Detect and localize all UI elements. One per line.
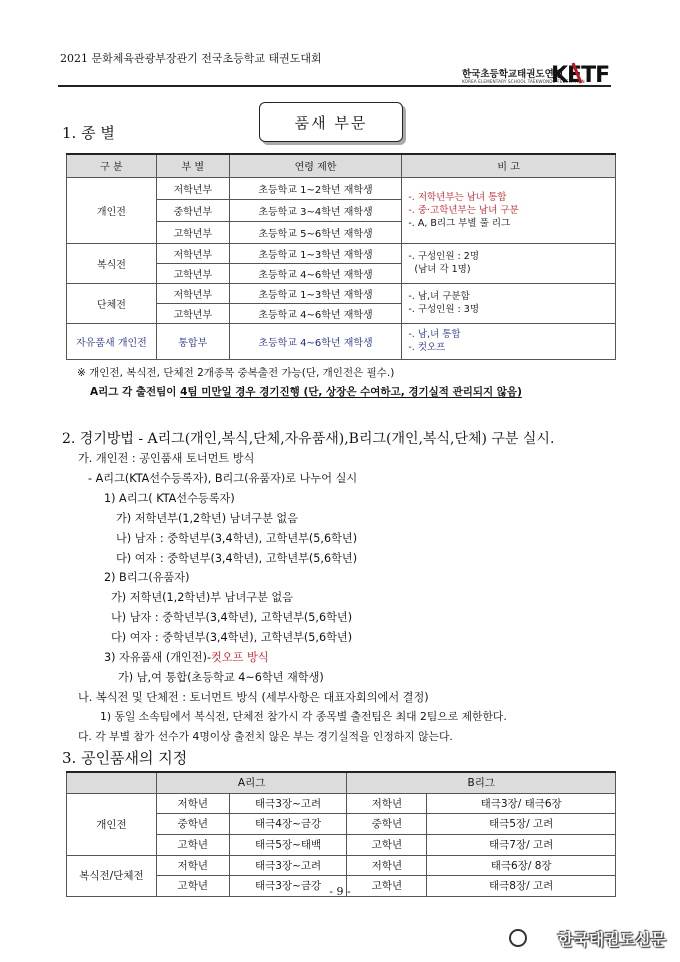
section1-heading: 1. 종 별 [62,124,115,142]
poomsae-cell: 태극4장~금강 [229,813,347,834]
rule-line: 다) 여자 : 중학년부(3,4학년), 고학년부(5,6학년) [116,552,358,565]
age-cell: 초등학교 1~2학년 재학생 [229,177,402,199]
poomsae-cell: 태극3장/ 태극6장 [427,793,616,813]
category-table [66,153,616,360]
rule-line: 2) B리그(유품자) [104,571,190,584]
note-line: -. 남,녀 구분함 [408,291,470,302]
grade-cell: 중학년 [156,813,229,834]
team-notes [402,283,616,323]
age-cell: 초등학교 4~6학년 재학생 [229,263,402,283]
poomsae-cell: 태극5장/ 고려 [427,813,616,834]
col-header-age: 연령 제한 [229,154,402,177]
rule-line: 나. 복식전 및 단체전 : 토너먼트 방식 (세부사항은 대표자회의에서 결정) [78,691,429,704]
grade-cell: 저학년 [156,793,229,813]
grade-cell: 저학년 [347,855,427,875]
rule-line: 나) 남자 : 중학년부(3,4학년), 고학년부(5,6학년) [111,611,353,624]
division-cell: 고학년부 [156,221,229,243]
federation-name: 한국초등학교태권도연맹 [462,69,563,80]
ketf-logo-text: KETF [551,63,610,85]
footnote-a-league [90,384,522,399]
footnote-duplicate-entry: ※ 개인전, 복식전, 단체전 2개종목 중복출전 가능(단, 개인전은 필수.) [77,367,395,379]
age-cell: 초등학교 1~3학년 재학생 [229,243,402,263]
rule-line: 가) 남,여 통합(초등학교 4~6학년 재학생) [118,671,324,684]
document-header-title: 2021 문화체육관광부장관기 전국초등학교 태권도대회 [60,52,322,65]
col-header-league-b: B리그 [347,772,616,793]
division-cell: 고학년부 [156,303,229,323]
page-title: 품새 부문 [294,113,368,132]
grade-cell: 저학년 [347,793,427,813]
division-cell: 고학년부 [156,263,229,283]
division-cell: 중학년부 [156,199,229,221]
ketf-logo [551,61,611,85]
rule-line: 가) 저학년부(1,2학년) 남녀구분 없음 [116,512,299,525]
col-header-division: 부 별 [156,154,229,177]
individual-notes [402,177,616,243]
col-header-category: 구 분 [67,154,157,177]
freestyle-method [104,649,269,665]
division-cell: 저학년부 [156,177,229,199]
watermark-logo-icon [509,929,527,947]
corner-cell [67,772,157,793]
age-cell: 초등학교 4~6학년 재학생 [229,323,402,359]
age-cell: 초등학교 3~4학년 재학생 [229,199,402,221]
category-individual: 개인전 [67,177,157,243]
category-pair: 복식전 [67,243,157,283]
age-cell: 초등학교 4~6학년 재학생 [229,303,402,323]
poomsae-cell: 태극5장~태백 [229,834,347,855]
row-label-pair-team: 복식전/단체전 [67,855,157,896]
page-number: - 9 - [329,885,351,898]
rule-line: 다) 여자 : 중학년부(3,4학년), 고학년부(5,6학년) [111,631,353,644]
section2-heading: 2. 경기방법 - A리그(개인,복식,단체,자유품새),B리그(개인,복식,단체) 구분 실시. [62,431,555,447]
note-line: (남녀 각 1명) [414,264,471,275]
poomsae-cell: 태극8장/ 고려 [427,875,616,896]
note-line: -. 남,녀 통합 [408,329,461,340]
category-freestyle: 자유품새 개인전 [67,323,157,359]
freestyle-method-cutoff: 컷오프 방식 [211,651,269,664]
grade-cell: 고학년 [347,875,427,896]
note-line: -. 중·고학년부는 남녀 구분 [408,204,519,216]
rule-line: 다. 각 부별 참가 선수가 4명이상 출전치 않은 부는 경기실적을 인정하지 않는다. [78,730,453,743]
freestyle-notes [402,323,616,359]
rule-line: 1) 동일 소속팀에서 복식전, 단체전 참가시 각 종목별 출전팀은 최대 2팀으로 제한한다. [100,710,507,723]
note-line: -. 컷오프 [408,342,446,353]
col-header-notes: 비 고 [402,154,616,177]
pair-notes [402,243,616,283]
rule-line: 가) 저학년(1,2학년)부 남녀구분 없음 [111,591,294,604]
poomsae-cell: 태극7장/ 고려 [427,834,616,855]
poomsae-cell: 태극3장~금강 [229,875,347,896]
note-line: -. 구성인원 : 3명 [408,304,479,315]
federation-name-en: KOREA ELEMENTARY SCHOOL TAEKWONDO FEDERATION [462,79,585,84]
grade-cell: 고학년 [156,875,229,896]
poomsae-table [66,771,616,897]
rule-line: 나) 남자 : 중학년부(3,4학년), 고학년부(5,6학년) [116,532,358,545]
freestyle-method-prefix: 3) 자유품새 (개인전)- [104,651,212,664]
header-rule [58,85,611,87]
poomsae-cell: 태극6장/ 8장 [427,855,616,875]
page-title-box [259,102,403,142]
age-cell: 초등학교 5~6학년 재학생 [229,221,402,243]
poomsae-cell: 태극3장~고려 [229,793,347,813]
division-cell: 저학년부 [156,243,229,263]
grade-cell: 고학년 [347,834,427,855]
section3-heading: 3. 공인품새의 지정 [62,749,188,767]
rule-line: 1) A리그( KTA선수등록자) [104,492,235,505]
col-header-league-a: A리그 [156,772,347,793]
footnote-a-league-plain: A리그 각 출전팀이 [90,386,181,398]
rule-line: 가. 개인전 : 공인품새 토너먼트 방식 [78,452,255,465]
grade-cell: 중학년 [347,813,427,834]
division-cell: 저학년부 [156,283,229,303]
watermark-text: 한국태권도신문 [557,930,666,949]
note-line: -. 구성인원 : 2명 [408,251,479,262]
division-cell: 통합부 [156,323,229,359]
note-line: -. 저학년부는 남녀 통합 [408,191,507,203]
grade-cell: 저학년 [156,855,229,875]
poomsae-cell: 태극3장~고려 [229,855,347,875]
footnote-a-league-underlined: 4팀 미만일 경우 경기진행 (단, 상장은 수여하고, 경기실적 관리되지 않음) [180,386,522,398]
age-cell: 초등학교 1~3학년 재학생 [229,283,402,303]
note-line: -. A, B리그 부별 풀 리그 [408,217,511,229]
category-team: 단체전 [67,283,157,323]
row-label-individual: 개인전 [67,793,157,855]
grade-cell: 고학년 [156,834,229,855]
rule-line: - A리그(KTA선수등록자), B리그(유품자)로 나누어 실시 [88,472,358,485]
